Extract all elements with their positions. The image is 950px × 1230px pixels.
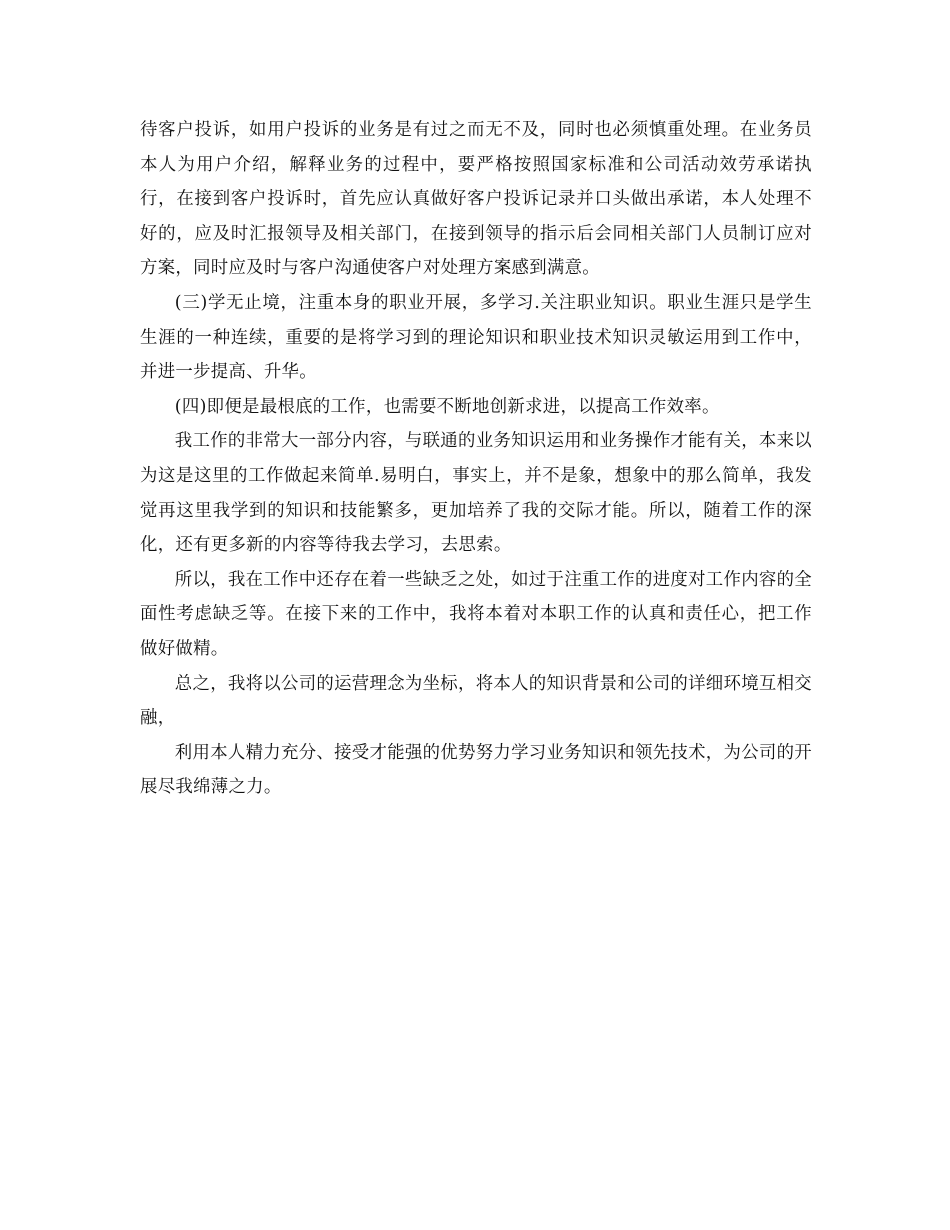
paragraph-complaint-handling: 待客户投诉，如用户投诉的业务是有过之而无不及，同时也必须慎重处理。在业务员本人为用户介绍，解释业务的过程中，要严格按照国家标准和公司活动效劳承诺执行，在接到客户投诉时，首先应认真做好客户投诉记录并口头做出承诺，本人处理不好的，应及时汇报领导及相关部门，在接到领导的指示后会同相关部门人员制订应对方案，同时应及时与客户沟通使客户对处理方案感到满意。 bbox=[140, 120, 812, 279]
paragraph-conclusion: 总之，我将以公司的运营理念为坐标，将本人的知识背景和公司的详细环境互相交融， bbox=[140, 673, 812, 729]
paragraph-continuous-learning: (三)学无止境，注重本身的职业开展，多学习.关注职业知识。职业生涯只是学生生涯的一种连续，重要的是将学习到的理论知识和职业技术知识灵敏运用到工作中，并进一步提高、升华。 bbox=[140, 292, 812, 383]
paragraph-work-content: 我工作的非常大一部分内容，与联通的业务知识运用和业务操作才能有关，本来以为这是这里的工作做起来简单.易明白，事实上，并不是象，想象中的那么简单，我发觉再这里我学到的知识和技能繁多，更加培养了我的交际才能。所以，随着工作的深化，还有更多新的内容等待我去学习，去思索。 bbox=[140, 431, 812, 556]
document-body bbox=[140, 113, 812, 805]
paragraph-shortcomings: 所以，我在工作中还存在着一些缺乏之处，如过于注重工作的进度对工作内容的全面性考虑缺乏等。在接下来的工作中，我将本着对本职工作的认真和责任心，把工作做好做精。 bbox=[140, 569, 812, 659]
paragraph-innovation: (四)即便是最根底的工作，也需要不断地创新求进，以提高工作效率。 bbox=[174, 396, 720, 417]
paragraph-closing: 利用本人精力充分、接受才能强的优势努力学习业务知识和领先技术，为公司的开展尽我绵薄之力。 bbox=[140, 742, 812, 798]
